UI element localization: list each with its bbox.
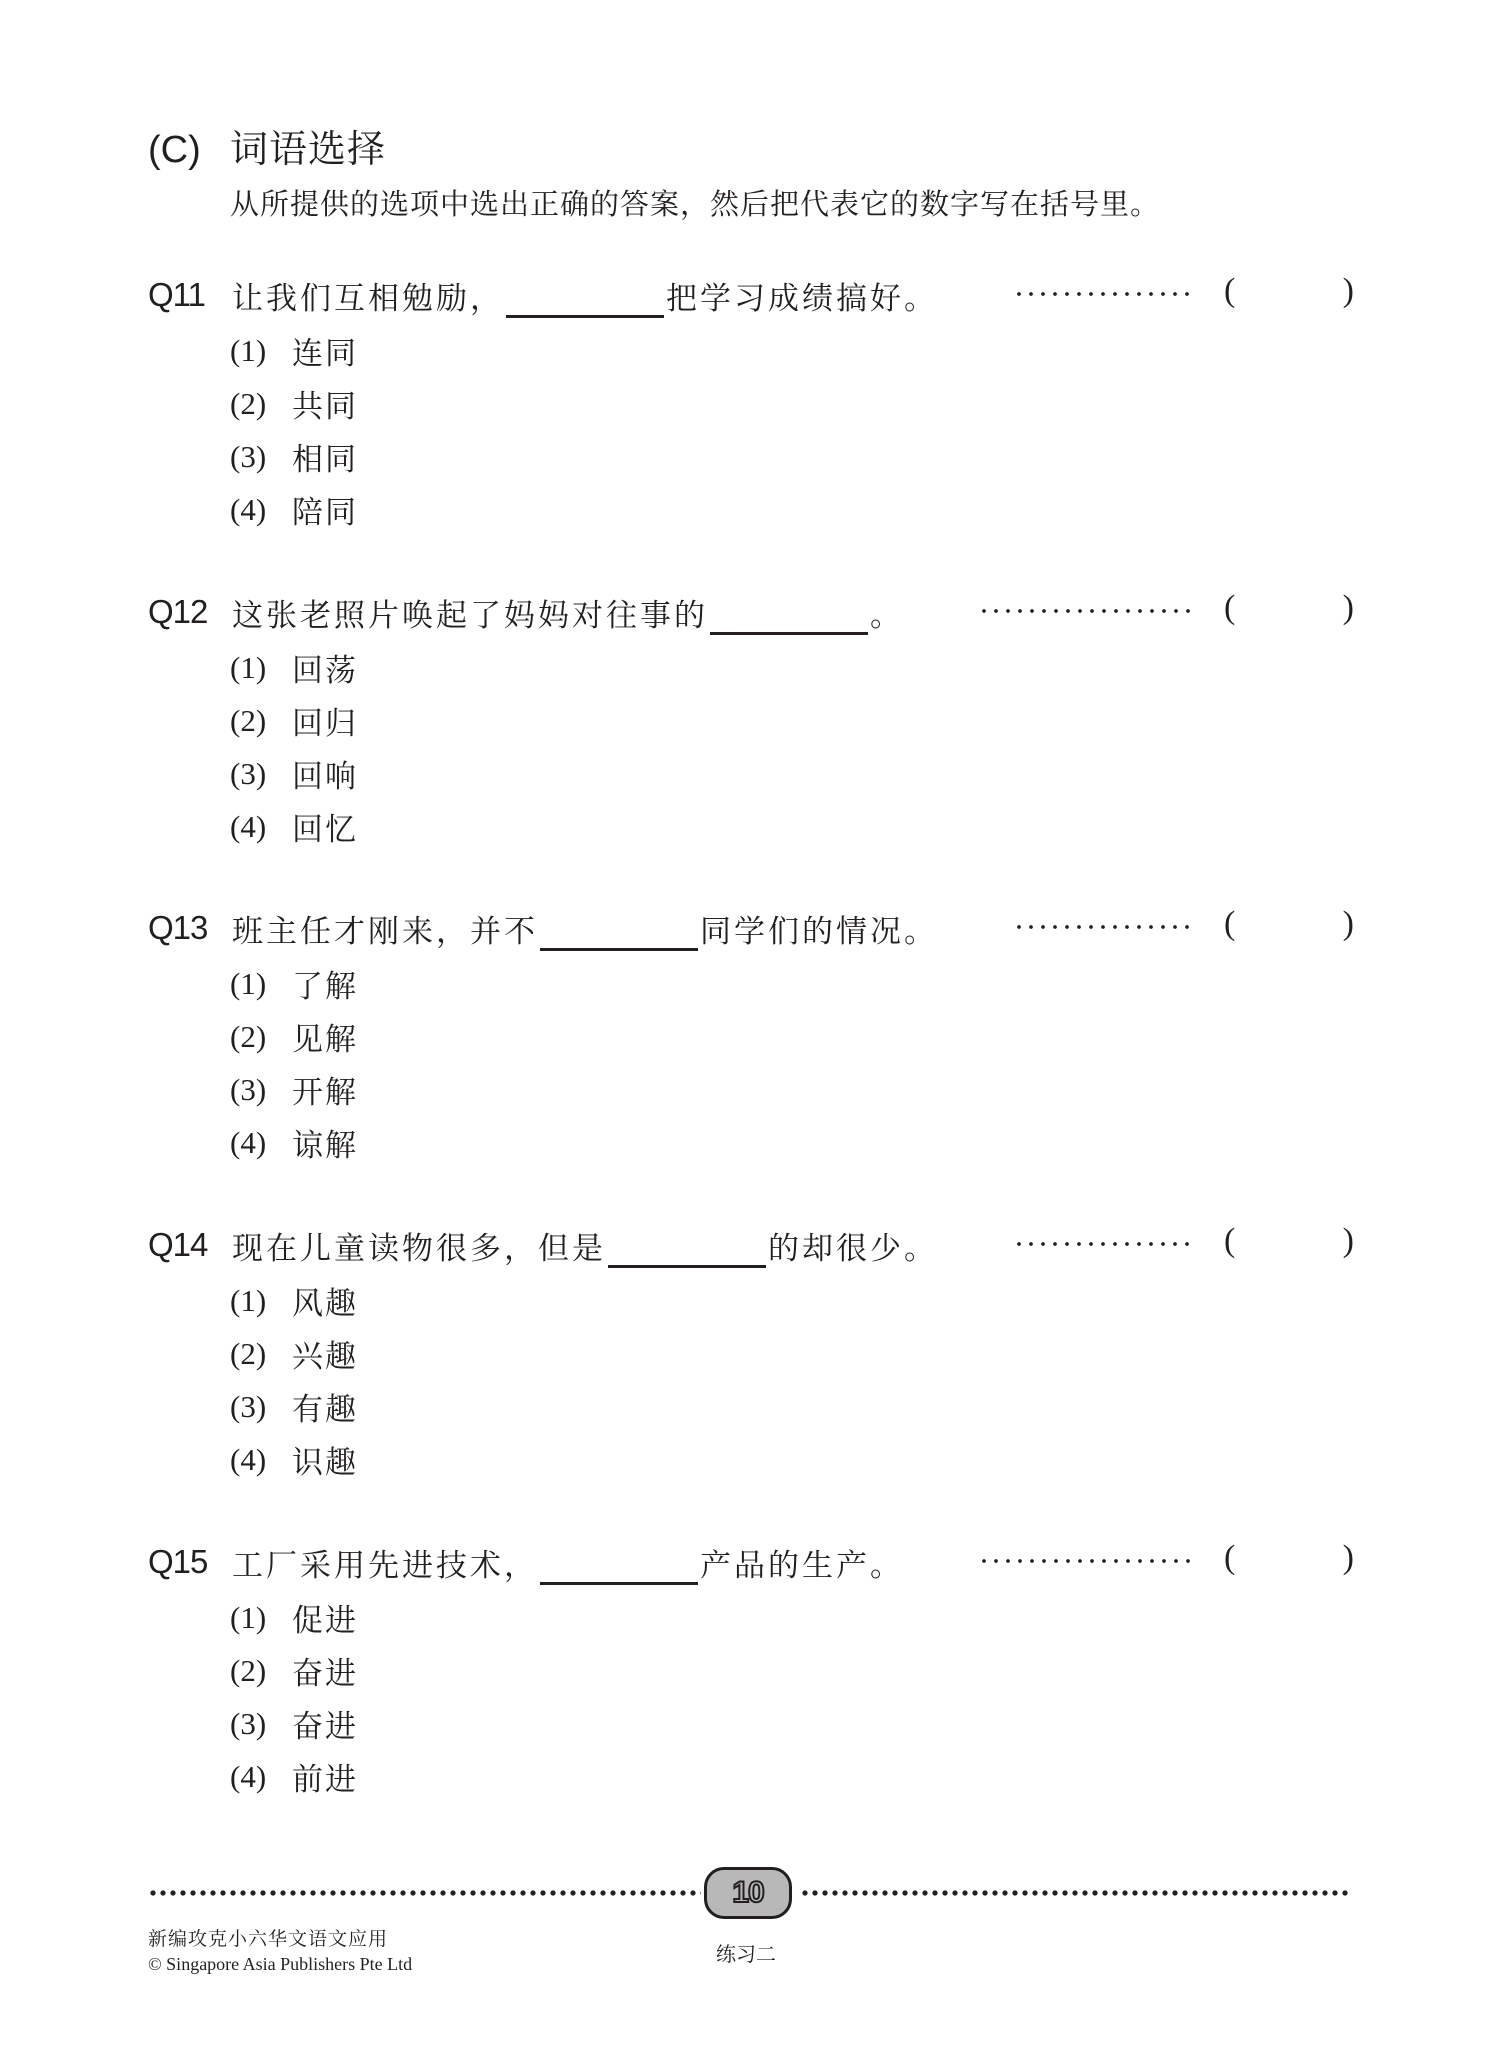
bracket-left: ( — [1224, 1222, 1236, 1259]
fill-in-blank — [506, 285, 664, 318]
question-line — [148, 903, 1368, 953]
option-number: (3) — [230, 1071, 267, 1107]
question-number: Q14 — [148, 1226, 208, 1263]
bracket-right: ) — [1342, 589, 1354, 626]
dotted-leader — [1013, 925, 1195, 929]
question-number: Q13 — [148, 909, 208, 946]
option-item — [148, 641, 1368, 694]
footer-unit-label: 练习二 — [716, 1942, 776, 1966]
option-item — [148, 1327, 1368, 1380]
option-text: 奋进 — [292, 1709, 358, 1745]
question-q13 — [148, 903, 1368, 1169]
option-number: (4) — [230, 491, 267, 527]
option-number: (3) — [230, 1705, 267, 1741]
option-item — [148, 1750, 1368, 1803]
answer-bracket[interactable] — [1224, 272, 1354, 316]
option-number: (3) — [230, 755, 267, 791]
section-heading — [148, 118, 386, 173]
bracket-left: ( — [1224, 272, 1236, 309]
option-item — [148, 1116, 1368, 1169]
option-item — [148, 747, 1368, 800]
question-text-before: 班主任才刚来，并不 — [232, 913, 538, 950]
option-text: 兴趣 — [292, 1339, 358, 1375]
question-q14 — [148, 1220, 1368, 1486]
option-number: (4) — [230, 1124, 267, 1160]
option-text: 奋进 — [292, 1656, 358, 1692]
fill-in-blank — [540, 918, 698, 951]
option-text: 见解 — [292, 1022, 358, 1058]
option-text: 共同 — [292, 389, 358, 425]
option-text: 回忆 — [292, 812, 358, 848]
option-item — [148, 1697, 1368, 1750]
question-number: Q11 — [148, 276, 205, 313]
question-text — [232, 1223, 938, 1268]
fill-in-blank — [710, 602, 868, 635]
answer-bracket[interactable] — [1224, 1222, 1354, 1266]
question-text-before: 现在儿童读物很多，但是 — [232, 1230, 606, 1267]
question-line — [148, 270, 1368, 320]
option-text: 识趣 — [292, 1445, 358, 1481]
option-text: 有趣 — [292, 1392, 358, 1428]
question-q11 — [148, 270, 1368, 536]
bracket-right: ) — [1342, 1222, 1354, 1259]
question-number: Q15 — [148, 1543, 208, 1580]
question-text — [232, 1540, 904, 1585]
option-item — [148, 430, 1368, 483]
question-line — [148, 1220, 1368, 1270]
question-q15 — [148, 1537, 1368, 1803]
dotted-leader — [1013, 292, 1195, 296]
dotted-leader — [1013, 1242, 1195, 1246]
page-number: 10 — [732, 1876, 764, 1909]
question-text-after: 把学习成绩搞好。 — [666, 280, 938, 317]
option-number: (4) — [230, 1441, 267, 1477]
footer-copyright: © Singapore Asia Publishers Pte Ltd — [148, 1954, 413, 1974]
option-text: 回归 — [292, 706, 358, 742]
section-title: 词语选择 — [230, 127, 387, 171]
option-item — [148, 483, 1368, 536]
footer-dotted-rule-left — [148, 1890, 701, 1896]
option-text: 相同 — [292, 442, 358, 478]
option-number: (1) — [230, 1282, 267, 1318]
option-text: 回荡 — [292, 653, 358, 689]
option-number: (1) — [230, 1599, 267, 1635]
option-item — [148, 324, 1368, 377]
question-text-after: 的却很少。 — [768, 1230, 938, 1267]
fill-in-blank — [540, 1552, 698, 1585]
footer-book-title: 新编攻克小六华文语文应用 — [148, 1928, 389, 1950]
question-text-before: 让我们互相勉励， — [232, 280, 504, 317]
option-number: (3) — [230, 1388, 267, 1424]
page-number-badge — [704, 1867, 792, 1919]
option-number: (2) — [230, 1652, 267, 1688]
dotted-leader — [978, 609, 1196, 613]
option-text: 陪同 — [292, 495, 358, 531]
question-number: Q12 — [148, 593, 208, 630]
section-letter: (C) — [148, 129, 201, 171]
bracket-right: ) — [1342, 905, 1354, 942]
option-number: (1) — [230, 649, 267, 685]
options-list — [148, 641, 1368, 853]
options-list — [148, 1274, 1368, 1486]
option-item — [148, 957, 1368, 1010]
option-item — [148, 1010, 1368, 1063]
question-text-before: 工厂采用先进技术， — [232, 1547, 538, 1584]
answer-bracket[interactable] — [1224, 589, 1354, 633]
bracket-right: ) — [1342, 272, 1354, 309]
question-text — [232, 273, 938, 318]
option-text: 前进 — [292, 1762, 358, 1798]
option-number: (2) — [230, 702, 267, 738]
dotted-leader — [978, 1559, 1196, 1563]
question-text — [232, 906, 938, 951]
option-number: (1) — [230, 965, 267, 1001]
options-list — [148, 324, 1368, 536]
answer-bracket[interactable] — [1224, 905, 1354, 949]
fill-in-blank — [608, 1235, 766, 1268]
question-text-after: 产品的生产。 — [700, 1547, 904, 1584]
bracket-left: ( — [1224, 1539, 1236, 1576]
options-list — [148, 1591, 1368, 1803]
footer-dotted-rule-right — [800, 1890, 1352, 1896]
option-number: (1) — [230, 332, 267, 368]
option-text: 谅解 — [292, 1128, 358, 1164]
option-item — [148, 1433, 1368, 1486]
question-line — [148, 1537, 1368, 1587]
option-text: 促进 — [292, 1603, 358, 1639]
option-item — [148, 800, 1368, 853]
option-item — [148, 1644, 1368, 1697]
option-text: 开解 — [292, 1075, 358, 1111]
option-text: 回响 — [292, 759, 358, 795]
option-number: (2) — [230, 1018, 267, 1054]
option-text: 风趣 — [292, 1286, 358, 1322]
question-text-after: 同学们的情况。 — [700, 913, 938, 950]
option-text: 连同 — [292, 336, 358, 372]
option-number: (4) — [230, 1758, 267, 1794]
option-item — [148, 1591, 1368, 1644]
option-item — [148, 694, 1368, 747]
option-text: 了解 — [292, 969, 358, 1005]
options-list — [148, 957, 1368, 1169]
option-number: (4) — [230, 808, 267, 844]
question-text-before: 这张老照片唤起了妈妈对往事的 — [232, 597, 708, 634]
answer-bracket[interactable] — [1224, 1539, 1354, 1583]
question-text-after: 。 — [870, 597, 904, 634]
question-q12 — [148, 587, 1368, 853]
option-number: (3) — [230, 438, 267, 474]
question-line — [148, 587, 1368, 637]
option-item — [148, 377, 1368, 430]
option-number: (2) — [230, 385, 267, 421]
bracket-left: ( — [1224, 905, 1236, 942]
bracket-left: ( — [1224, 589, 1236, 626]
option-number: (2) — [230, 1335, 267, 1371]
bracket-right: ) — [1342, 1539, 1354, 1576]
question-text — [232, 590, 904, 635]
option-item — [148, 1274, 1368, 1327]
option-item — [148, 1063, 1368, 1116]
section-instruction: 从所提供的选项中选出正确的答案，然后把代表它的数字写在括号里。 — [230, 187, 1161, 221]
option-item — [148, 1380, 1368, 1433]
